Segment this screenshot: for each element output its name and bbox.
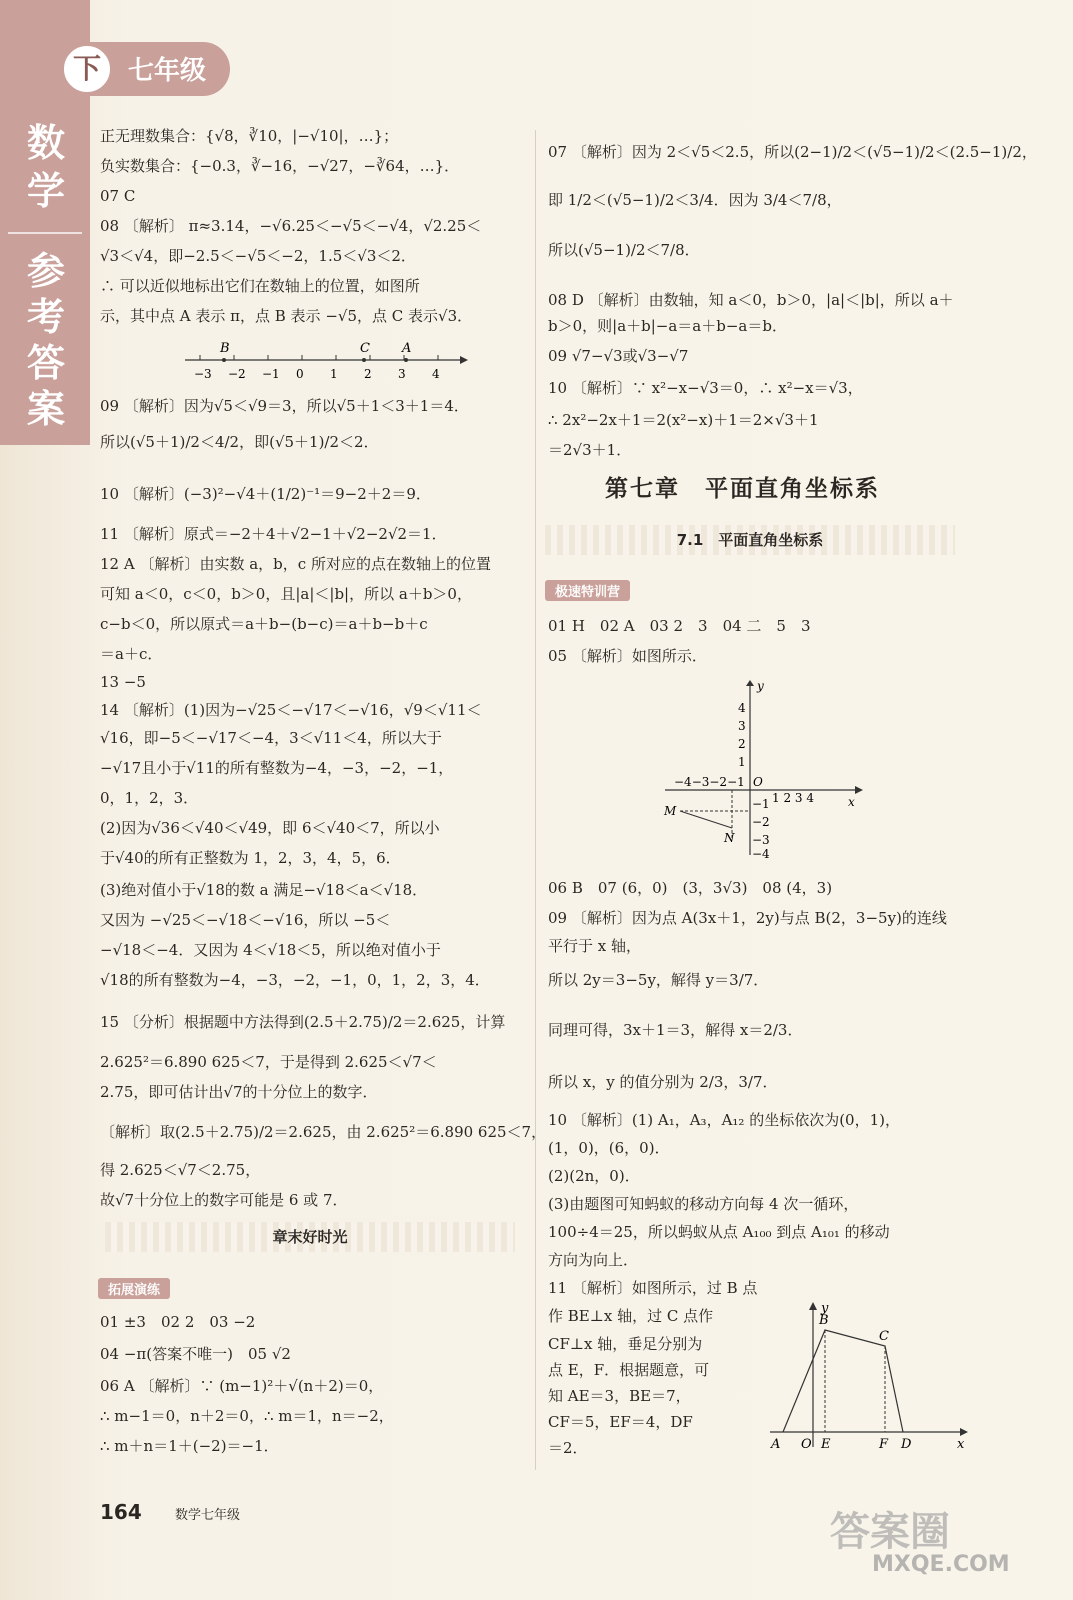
subject-char-1: 数: [26, 121, 65, 165]
right_after_graph-line: 平行于 x 轴，: [548, 937, 641, 955]
coordinate-graph-05: [660, 680, 870, 860]
label-char-2: 考: [26, 295, 65, 339]
left_column-line: 12 A 〔解析〕由实数 a，b，c 所对应的点在数轴上的位置: [100, 555, 491, 573]
number-line-dot: [222, 358, 226, 362]
g05-x-neg-labels: −4−3−2−1: [674, 775, 745, 789]
watermark-url: MXQE.COM: [872, 1552, 1010, 1577]
right_column-line: 09 √7−√3或√3−√7: [548, 347, 689, 365]
train-banner: 极速特训营: [545, 580, 630, 601]
left_column-line: 09 〔解析〕因为√5＜√9＝3，所以√5＋1＜3＋1＝4．: [100, 397, 469, 415]
tab-divider: [8, 232, 82, 234]
left_column-line: (3)绝对值小于√18的数 a 满足−√18＜a＜√18．: [100, 881, 428, 899]
left_column-line: 正无理数集合：{√8，∛10，|−√10|，…}；: [100, 127, 399, 145]
watermark-logo: 答案圈: [830, 1509, 950, 1555]
page-number: 164: [100, 1500, 142, 1524]
left_column-line: 2.75，即可估计出√7的十分位上的数字．: [100, 1083, 378, 1101]
g11-label-c: C: [879, 1329, 889, 1344]
g05-origin: O: [753, 775, 763, 789]
left_tail-line: 06 A 〔解析〕∵ (m−1)²＋√(n＋2)＝0，: [100, 1377, 384, 1395]
number-line-label: 0: [296, 367, 304, 381]
number-line-label: 1: [330, 367, 338, 381]
left_tail-line: 04 −π(答案不唯一) 05 √2: [100, 1345, 291, 1363]
right_after_graph-line: CF⊥x 轴，垂足分别为: [548, 1335, 703, 1353]
left_column-line: 08 〔解析〕 π≈3.14，−√6.25＜−√5＜−√4，√2.25＜: [100, 217, 482, 235]
book-title: 数学七年级: [175, 1508, 241, 1523]
g11-label-o: O: [801, 1437, 812, 1452]
right_after_graph-line: 100÷4＝25，所以蚂蚁从点 A₁₀₀ 到点 A₁₀₁ 的移动: [548, 1223, 890, 1241]
right_after_graph-line: 10 〔解析〕(1) A₁，A₃，A₁₂ 的坐标依次为(0，1)，: [548, 1111, 900, 1129]
left_column-line: −√18＜−4．又因为 4＜√18＜5，所以绝对值小于: [100, 941, 441, 959]
g05-x-label: x: [848, 795, 855, 809]
g11-label-d: D: [901, 1437, 912, 1452]
right_after_graph-line: 知 AE＝3，BE＝7，: [548, 1387, 691, 1405]
right_after_graph-line: 作 BE⊥x 轴，过 C 点作: [548, 1307, 714, 1325]
column-divider: [535, 130, 536, 1470]
right_after_graph-line: 同理可得，3x＋1＝3，解得 x＝2/3．: [548, 1021, 803, 1039]
right_column-line: b＞0，则|a＋b|−a＝a＋b−a＝b．: [548, 317, 787, 335]
left_column-line: −√17且小于√11的所有整数为−4，−3，−2，−1，: [100, 759, 454, 777]
left_tail-line: 01 ±3 02 2 03 −2: [100, 1313, 256, 1331]
left_column-line: √16，即−5＜−√17＜−4，3＜√11＜4，所以大于: [100, 729, 442, 747]
number-line-label: −1: [262, 367, 280, 381]
right_column-line: 10 〔解析〕∵ x²−x−√3＝0，∴ x²−x＝√3，: [548, 379, 863, 397]
right_column-line: ＝2√3＋1．: [548, 441, 632, 459]
g05-x-pos-labels: 1 2 3 4: [772, 791, 814, 805]
left_column-line: ∴ 可以近似地标出它们在数轴上的位置，如图所: [100, 277, 420, 295]
g11-label-a: A: [771, 1437, 781, 1452]
left_tail-line: ∴ m＋n＝1＋(−2)＝−1．: [100, 1437, 279, 1455]
right_after_graph-line: CF＝5，EF＝4，DF: [548, 1413, 693, 1431]
volume-circle: 下: [60, 42, 114, 96]
g05-y-tick-label: −1: [752, 797, 770, 811]
number-line-point-c: C: [360, 341, 370, 356]
number-line-point-a: A: [402, 341, 412, 356]
trapezoid-graph-11: [765, 1302, 975, 1452]
chapter-title: 第七章 平面直角坐标系: [605, 475, 880, 502]
number-line-label: 4: [432, 367, 440, 381]
label-char-1: 参: [26, 249, 65, 293]
right_column-line: 所以(√5−1)/2＜7/8．: [548, 241, 700, 259]
left_column-line: 得 2.625＜√7＜2.75，: [100, 1161, 261, 1179]
right_column-line: 即 1/2＜(√5−1)/2＜3/4．因为 3/4＜7/8，: [548, 191, 842, 209]
number-line-dot: [404, 358, 408, 362]
g05-point-n: N: [724, 831, 735, 845]
left_column-line: 2.625²＝6.890 625＜7，于是得到 2.625＜√7＜: [100, 1053, 437, 1071]
grade-label: 七年级: [128, 56, 207, 86]
right_after_graph-line: (2)(2n，0)．: [548, 1167, 640, 1185]
g05-x-arrow: [855, 786, 863, 794]
right_column-line: ∴ 2x²−2x＋1＝2(x²−x)＋1＝2×√3＋1: [548, 411, 819, 429]
g11-label-e: E: [821, 1437, 831, 1452]
g05-point-m: M: [664, 804, 677, 818]
g05-y-tick-label: −3: [752, 833, 770, 847]
right_after_graph-line: (3)由题图可知蚂蚁的移动方向每 4 次一循环，: [548, 1195, 859, 1213]
g05-y-tick-label: −4: [752, 847, 770, 860]
number-line-figure: [180, 338, 470, 386]
right_after_graph-line: 11 〔解析〕如图所示，过 B 点: [548, 1279, 758, 1297]
g05-y-tick-label: 3: [738, 719, 746, 733]
left_column-line: c−b＜0，所以原式＝a＋b−(b−c)＝a＋b−b＋c: [100, 615, 428, 633]
left_column-line: 10 〔解析〕(−3)²−√4＋(1/2)⁻¹＝9−2＋2＝9．: [100, 485, 431, 503]
left_column-line: 可知 a＜0，c＜0，b＞0，且|a|＜|b|，所以 a＋b＞0，: [100, 585, 472, 603]
left_column-line: 07 C: [100, 187, 136, 205]
left_column-line: 13 −5: [100, 673, 146, 691]
left_column-line: 0，1，2，3．: [100, 789, 199, 807]
g11-label-f: F: [879, 1437, 889, 1452]
g11-x-arrow: [960, 1428, 968, 1436]
number-line-arrow: [460, 356, 468, 364]
g05-y-label: y: [757, 680, 764, 693]
g11-label-b: B: [819, 1313, 829, 1328]
right_column-line: 07 〔解析〕因为 2＜√5＜2.5，所以(2−1)/2＜(√5−1)/2＜(2.5−1)/2，: [548, 143, 1037, 161]
left_column-line: ＝a＋c．: [100, 645, 163, 663]
label-char-3: 答: [26, 341, 65, 385]
g11-y-arrow: [809, 1302, 817, 1310]
right_column-line: 08 D 〔解析〕由数轴，知 a＜0，b＞0，|a|＜|b|，所以 a＋: [548, 291, 954, 309]
right_after_graph-line: (1，0)，(6，0)．: [548, 1139, 670, 1157]
right_after_graph-line: 点 E，F．根据题意，可: [548, 1361, 710, 1379]
right_after_graph-line: 方向为向上．: [548, 1251, 639, 1269]
right_after_graph-line: 所以 x，y 的值分别为 2/3，3/7．: [548, 1073, 778, 1091]
left_column-line: √3＜√4，即−2.5＜−√5＜−2，1.5＜√3＜2．: [100, 247, 416, 265]
label-char-4: 案: [26, 387, 65, 431]
g11-label-y: y: [821, 1302, 829, 1316]
right_mid-line: 01 H 02 A 03 2 3 04 二 5 3: [548, 617, 811, 635]
g05-y-tick-label: 4: [738, 701, 746, 715]
section-title: 7.1 平面直角坐标系: [545, 525, 955, 555]
left_column-line: 于√40的所有正整数为 1，2，3，4，5，6．: [100, 849, 401, 867]
number-line-label: −3: [194, 367, 212, 381]
g11-label-x: x: [957, 1437, 965, 1452]
subject-char-2: 学: [26, 169, 65, 213]
left_column-line: 14 〔解析〕(1)因为−√25＜−√17＜−√16，√9＜√11＜: [100, 701, 482, 719]
expand-banner: 拓展演练: [98, 1278, 170, 1299]
left_column-line: 示，其中点 A 表示 π，点 B 表示 −√5，点 C 表示√3．: [100, 307, 473, 325]
number-line-label: 2: [364, 367, 372, 381]
left_column-line: 故√7十分位上的数字可能是 6 或 7．: [100, 1191, 348, 1209]
g05-y-tick-label: 1: [738, 755, 746, 769]
number-line-label: −2: [228, 367, 246, 381]
g05-mn-segment: [680, 811, 732, 828]
right_after_graph-line: 所以 2y＝3−5y，解得 y＝3/7．: [548, 971, 769, 989]
right_after_graph-line: 06 B 07 (6，0) (3，3√3) 08 (4，3): [548, 879, 833, 897]
number-line-label: 3: [398, 367, 406, 381]
left_column-line: 又因为 −√25＜−√18＜−√16，所以 −5＜: [100, 911, 391, 929]
g05-y-arrow: [746, 680, 754, 686]
g05-y-tick-label: 2: [738, 737, 746, 751]
right_after_graph-line: ＝2．: [548, 1439, 588, 1457]
left_column-line: 〔解析〕取(2.5＋2.75)/2＝2.625，由 2.625²＝6.890 625＜7，: [100, 1123, 547, 1141]
g05-y-tick-label: −2: [752, 815, 770, 829]
right_mid-line: 05 〔解析〕如图所示．: [548, 647, 707, 665]
chapter-end-title: 章末好时光: [105, 1222, 515, 1252]
left_tail-line: ∴ m−1＝0，n＋2＝0，∴ m＝1，n＝−2，: [100, 1407, 394, 1425]
right_after_graph-line: 09 〔解析〕因为点 A(3x＋1，2y)与点 B(2，3−5y)的连线: [548, 909, 947, 927]
left_column-line: 15 〔分析〕根据题中方法得到(2.5＋2.75)/2＝2.625，计算: [100, 1013, 506, 1031]
left_column-line: 负实数集合：{−0.3，∛−16，−√27，−∛64，…}．: [100, 157, 460, 175]
left_column-line: 所以(√5＋1)/2＜4/2，即(√5＋1)/2＜2．: [100, 433, 379, 451]
left_column-line: (2)因为√36＜√40＜√49，即 6＜√40＜7，所以小: [100, 819, 440, 837]
left_column-line: 11 〔解析〕原式＝−2＋4＋√2−1＋√2−2√2＝1．: [100, 525, 447, 543]
number-line-dot: [362, 358, 366, 362]
left_column-line: √18的所有整数为−4，−3，−2，−1，0，1，2，3，4．: [100, 971, 490, 989]
number-line-point-b: B: [220, 341, 230, 356]
